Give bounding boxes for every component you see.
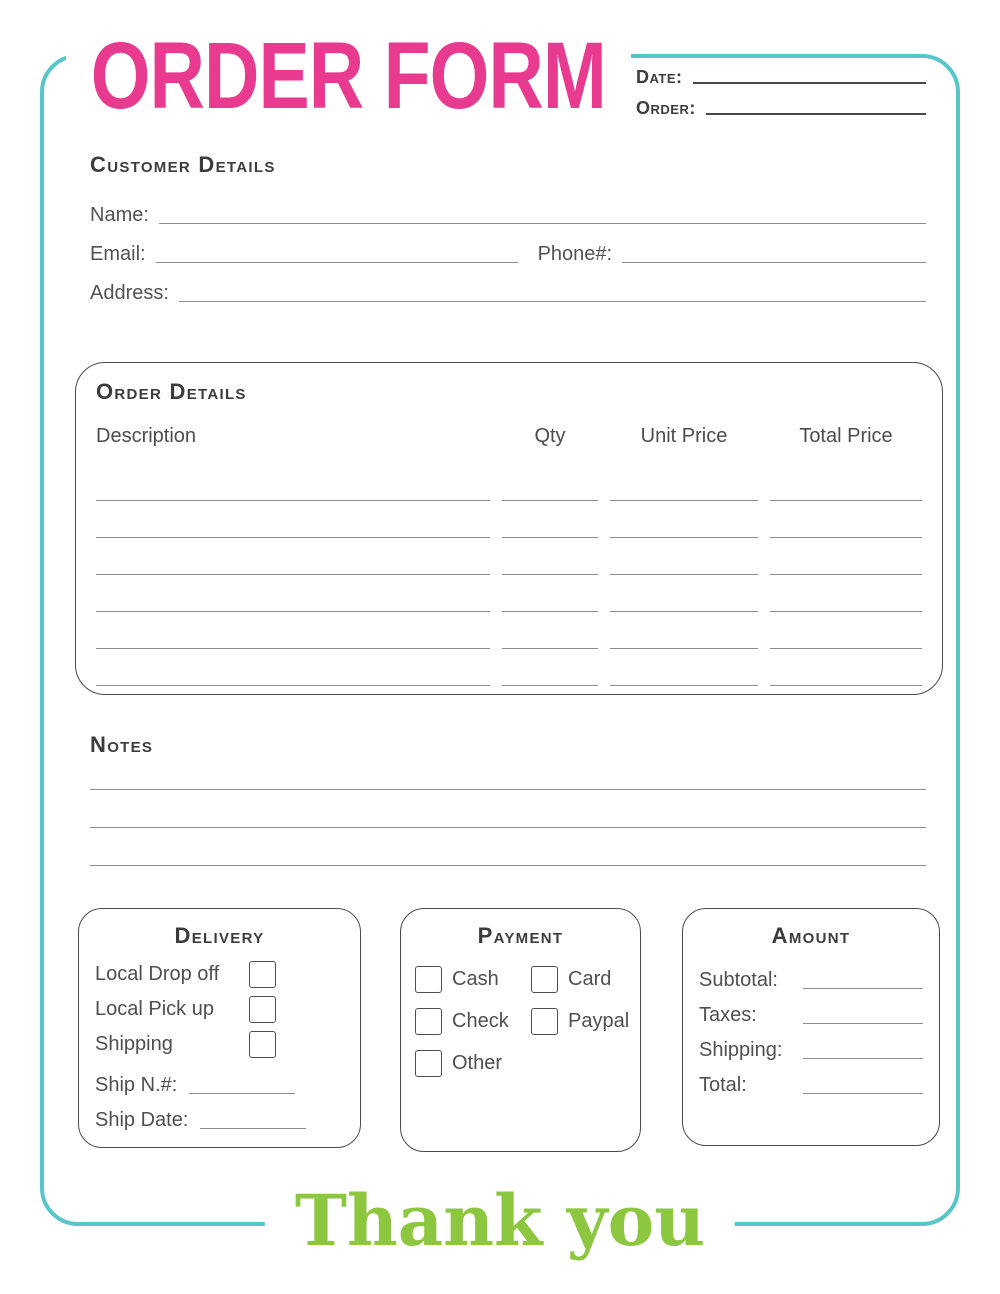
name-row bbox=[90, 188, 926, 227]
notes-section bbox=[90, 752, 926, 866]
email-label: Email: bbox=[90, 243, 146, 265]
delivery-box bbox=[78, 908, 361, 1148]
description-field[interactable] bbox=[96, 575, 490, 612]
description-field[interactable] bbox=[96, 501, 490, 538]
delivery-option-row bbox=[95, 992, 344, 1027]
amount-field-label: Shipping: bbox=[699, 1039, 783, 1061]
notes-field[interactable] bbox=[90, 752, 926, 790]
payment-option-label: Paypal bbox=[568, 1010, 630, 1032]
description-field[interactable] bbox=[96, 464, 490, 501]
ship-date-row bbox=[95, 1097, 344, 1132]
payment-option-label: Cash bbox=[452, 968, 499, 990]
email-phone-row bbox=[90, 227, 926, 266]
unit-price-field[interactable] bbox=[610, 501, 758, 538]
date-order-block bbox=[636, 62, 926, 124]
ship-number-field[interactable] bbox=[189, 1093, 295, 1094]
order-table-header bbox=[96, 425, 922, 448]
payment-option-label: Card bbox=[568, 968, 612, 990]
amount-write-field[interactable] bbox=[803, 1023, 923, 1024]
order-table-row bbox=[96, 612, 922, 649]
qty-field[interactable] bbox=[502, 501, 598, 538]
payment-heading: Payment bbox=[477, 923, 564, 948]
amount-box bbox=[682, 908, 940, 1146]
order-table-row bbox=[96, 538, 922, 575]
amount-field-label: Taxes: bbox=[699, 1004, 757, 1026]
delivery-options bbox=[95, 957, 344, 1062]
column-description: Description bbox=[96, 425, 197, 447]
payment-option-label: Other bbox=[452, 1052, 503, 1074]
unit-price-field[interactable] bbox=[610, 538, 758, 575]
unit-price-field[interactable] bbox=[610, 612, 758, 649]
ship-number-row bbox=[95, 1062, 344, 1097]
payment-options bbox=[413, 965, 628, 1078]
amount-field-row bbox=[699, 992, 923, 1027]
ship-date-label: Ship Date: bbox=[95, 1109, 189, 1131]
delivery-option-label: Local Pick up bbox=[95, 998, 214, 1020]
customer-details-heading: Customer Details bbox=[90, 152, 276, 177]
name-field[interactable] bbox=[159, 223, 926, 224]
amount-write-field[interactable] bbox=[803, 1093, 923, 1094]
column-qty: Qty bbox=[534, 425, 566, 447]
date-row bbox=[636, 62, 926, 88]
amount-heading: Amount bbox=[771, 923, 851, 948]
thank-you-text: Thank you bbox=[265, 1178, 735, 1264]
ship-number-label: Ship N.#: bbox=[95, 1074, 178, 1096]
amount-field-row bbox=[699, 1062, 923, 1097]
payment-option bbox=[415, 965, 531, 994]
payment-checkbox[interactable] bbox=[415, 966, 442, 993]
column-unit-price: Unit Price bbox=[640, 425, 728, 447]
notes-heading: Notes bbox=[90, 732, 154, 757]
total-price-field[interactable] bbox=[770, 538, 922, 575]
qty-field[interactable] bbox=[502, 649, 598, 686]
date-field[interactable] bbox=[693, 82, 926, 84]
amount-field-row bbox=[699, 1027, 923, 1062]
qty-field[interactable] bbox=[502, 575, 598, 612]
order-table-rows bbox=[96, 464, 922, 686]
notes-field[interactable] bbox=[90, 828, 926, 866]
payment-option bbox=[415, 1007, 531, 1036]
amount-field-label: Total: bbox=[699, 1074, 747, 1096]
customer-details-section bbox=[90, 188, 926, 305]
payment-option bbox=[415, 1049, 531, 1078]
payment-option bbox=[531, 965, 629, 994]
order-number-field[interactable] bbox=[706, 113, 926, 115]
order-table-row bbox=[96, 575, 922, 612]
delivery-heading: Delivery bbox=[174, 923, 265, 948]
delivery-checkbox[interactable] bbox=[249, 961, 276, 988]
email-field[interactable] bbox=[156, 262, 518, 263]
page-title-text: ORDER FORM bbox=[90, 22, 606, 128]
order-details-heading: Order Details bbox=[96, 379, 247, 404]
unit-price-field[interactable] bbox=[610, 649, 758, 686]
delivery-checkbox[interactable] bbox=[249, 996, 276, 1023]
amount-field-label: Subtotal: bbox=[699, 969, 778, 991]
phone-field[interactable] bbox=[622, 262, 926, 263]
date-label: Date: bbox=[636, 67, 683, 87]
name-label: Name: bbox=[90, 204, 149, 226]
total-price-field[interactable] bbox=[770, 501, 922, 538]
payment-checkbox[interactable] bbox=[531, 966, 558, 993]
description-field[interactable] bbox=[96, 649, 490, 686]
unit-price-field[interactable] bbox=[610, 464, 758, 501]
order-details-box bbox=[75, 362, 943, 695]
ship-date-field[interactable] bbox=[200, 1128, 306, 1129]
payment-checkbox[interactable] bbox=[415, 1008, 442, 1035]
total-price-field[interactable] bbox=[770, 612, 922, 649]
delivery-option-row bbox=[95, 957, 344, 992]
order-table-row bbox=[96, 501, 922, 538]
delivery-option-row bbox=[95, 1027, 344, 1062]
total-price-field[interactable] bbox=[770, 575, 922, 612]
payment-option-label: Check bbox=[452, 1010, 509, 1032]
delivery-checkbox[interactable] bbox=[249, 1031, 276, 1058]
order-table-row bbox=[96, 649, 922, 686]
order-table-row bbox=[96, 464, 922, 501]
notes-field[interactable] bbox=[90, 790, 926, 828]
payment-box bbox=[400, 908, 641, 1152]
order-number-label: Order: bbox=[636, 98, 696, 118]
amount-write-field[interactable] bbox=[803, 988, 923, 989]
address-row bbox=[90, 266, 926, 305]
amount-fields bbox=[699, 957, 923, 1097]
address-label: Address: bbox=[90, 282, 169, 304]
delivery-option-label: Shipping bbox=[95, 1033, 173, 1055]
page-title bbox=[66, 22, 631, 128]
order-number-row bbox=[636, 93, 926, 119]
total-price-field[interactable] bbox=[770, 464, 922, 501]
delivery-option-label: Local Drop off bbox=[95, 963, 220, 985]
address-field[interactable] bbox=[179, 301, 926, 302]
column-total-price: Total Price bbox=[799, 425, 893, 447]
qty-field[interactable] bbox=[502, 464, 598, 501]
amount-field-row bbox=[699, 957, 923, 992]
payment-checkbox[interactable] bbox=[415, 1050, 442, 1077]
payment-option bbox=[531, 1007, 629, 1036]
payment-checkbox[interactable] bbox=[531, 1008, 558, 1035]
qty-field[interactable] bbox=[502, 612, 598, 649]
amount-write-field[interactable] bbox=[803, 1058, 923, 1059]
description-field[interactable] bbox=[96, 538, 490, 575]
total-price-field[interactable] bbox=[770, 649, 922, 686]
unit-price-field[interactable] bbox=[610, 575, 758, 612]
phone-label: Phone#: bbox=[537, 243, 613, 265]
description-field[interactable] bbox=[96, 612, 490, 649]
qty-field[interactable] bbox=[502, 538, 598, 575]
